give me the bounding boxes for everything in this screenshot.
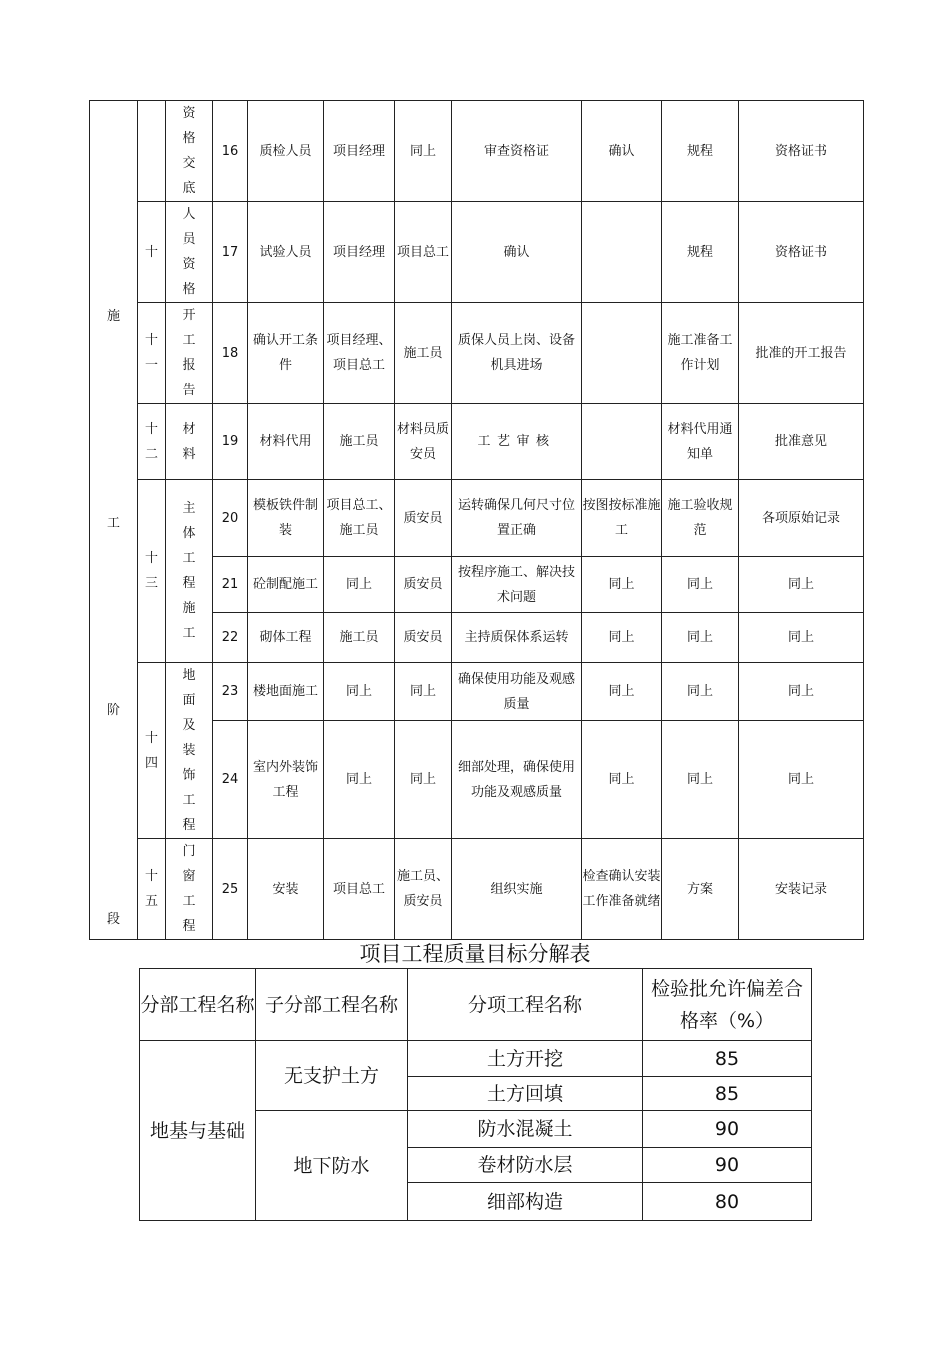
check-cell: 项目总工 (395, 202, 452, 303)
target-cell: 模板铁件制装 (248, 480, 324, 557)
no-cell: 18 (213, 303, 248, 404)
no-cell: 22 (213, 613, 248, 663)
target-cell: 砌体工程 (248, 613, 324, 663)
check-cell: 质安员 (395, 557, 452, 613)
record-cell: 批准的开工报告 (739, 303, 864, 404)
basis-cell: 同上 (662, 557, 739, 613)
method-cell: 同上 (582, 557, 662, 613)
content-cell: 工艺审核 (452, 404, 582, 480)
target-cell: 砼制配施工 (248, 557, 324, 613)
pass-rate-cell: 85 (643, 1041, 812, 1077)
stage-char: 段 (106, 912, 120, 927)
stage-char: 工 (106, 516, 120, 531)
seq-cell: 十五 (138, 839, 166, 940)
content-cell: 组织实施 (452, 839, 582, 940)
header-division: 分部工程名称 (140, 969, 256, 1041)
resp-cell: 项目经理、项目总工 (324, 303, 395, 404)
method-cell: 同上 (582, 613, 662, 663)
resp-cell: 施工员 (324, 404, 395, 480)
record-cell: 资格证书 (739, 202, 864, 303)
item-cell: 门窗工程 (166, 839, 213, 940)
check-cell: 质安员 (395, 480, 452, 557)
record-cell: 各项原始记录 (739, 480, 864, 557)
method-cell: 检查确认安装工作准备就绪 (582, 839, 662, 940)
target-cell: 楼地面施工 (248, 663, 324, 721)
no-cell: 19 (213, 404, 248, 480)
basis-cell: 方案 (662, 839, 739, 940)
target-cell: 材料代用 (248, 404, 324, 480)
item-cell: 人员资格 (166, 202, 213, 303)
content-cell: 运转确保几何尺寸位置正确 (452, 480, 582, 557)
item-cell: 地面及装饰工程 (166, 663, 213, 839)
item-name-cell: 土方回填 (408, 1077, 643, 1111)
target-cell: 质检人员 (248, 101, 324, 202)
header-item: 分项工程名称 (408, 969, 643, 1041)
resp-cell: 项目经理 (324, 101, 395, 202)
method-cell (582, 202, 662, 303)
check-cell: 同上 (395, 663, 452, 721)
no-cell: 25 (213, 839, 248, 940)
check-cell: 质安员 (395, 613, 452, 663)
basis-cell: 材料代用通知单 (662, 404, 739, 480)
content-cell: 确保使用功能及观感质量 (452, 663, 582, 721)
resp-cell: 施工员 (324, 613, 395, 663)
header-pass-rate: 检验批允许偏差合格率（%） (643, 969, 812, 1041)
record-cell: 安装记录 (739, 839, 864, 940)
record-cell: 同上 (739, 663, 864, 721)
resp-cell: 同上 (324, 557, 395, 613)
basis-cell: 施工验收规范 (662, 480, 739, 557)
check-cell: 施工员 (395, 303, 452, 404)
pass-rate-cell: 80 (643, 1183, 812, 1221)
method-cell (582, 303, 662, 404)
division-cell: 地基与基础 (140, 1041, 256, 1221)
quality-control-table (89, 100, 864, 940)
target-cell: 室内外装饰工程 (248, 721, 324, 839)
item-name-cell: 土方开挖 (408, 1041, 643, 1077)
no-cell: 21 (213, 557, 248, 613)
basis-cell: 施工准备工作计划 (662, 303, 739, 404)
stage-char: 施 (106, 309, 120, 324)
target-cell: 确认开工条件 (248, 303, 324, 404)
item-cell: 开工报告 (166, 303, 213, 404)
check-cell: 材料员质安员 (395, 404, 452, 480)
item-cell: 资格交底 (166, 101, 213, 202)
target-cell: 安装 (248, 839, 324, 940)
basis-cell: 同上 (662, 663, 739, 721)
method-cell: 确认 (582, 101, 662, 202)
content-cell: 确认 (452, 202, 582, 303)
resp-cell: 同上 (324, 663, 395, 721)
method-cell: 同上 (582, 721, 662, 839)
check-cell: 施工员、质安员 (395, 839, 452, 940)
stage-cell (90, 101, 138, 940)
seq-cell: 十一 (138, 303, 166, 404)
content-cell: 审查资格证 (452, 101, 582, 202)
check-cell: 同上 (395, 101, 452, 202)
no-cell: 20 (213, 480, 248, 557)
item-name-cell: 细部构造 (408, 1183, 643, 1221)
content-cell: 主持质保体系运转 (452, 613, 582, 663)
item-name-cell: 防水混凝土 (408, 1111, 643, 1148)
no-cell: 24 (213, 721, 248, 839)
seq-cell: 十 (138, 202, 166, 303)
basis-cell: 规程 (662, 101, 739, 202)
content-cell: 细部处理，确保使用功能及观感质量 (452, 721, 582, 839)
quality-target-table (139, 968, 812, 1221)
target-cell: 试验人员 (248, 202, 324, 303)
quality-target-table-title: 项目工程质量目标分解表 (359, 942, 591, 966)
subdivision-cell: 地下防水 (256, 1111, 408, 1221)
item-cell: 主体工程施工 (166, 480, 213, 663)
record-cell: 同上 (739, 557, 864, 613)
header-subdivision: 子分部工程名称 (256, 969, 408, 1041)
record-cell: 批准意见 (739, 404, 864, 480)
pass-rate-cell: 90 (643, 1111, 812, 1148)
subdivision-cell: 无支护土方 (256, 1041, 408, 1111)
seq-cell: 十二 (138, 404, 166, 480)
basis-cell: 同上 (662, 721, 739, 839)
method-cell: 同上 (582, 663, 662, 721)
record-cell: 同上 (739, 613, 864, 663)
method-cell: 按图按标准施工 (582, 480, 662, 557)
check-cell: 同上 (395, 721, 452, 839)
pass-rate-cell: 90 (643, 1148, 812, 1183)
record-cell: 资格证书 (739, 101, 864, 202)
no-cell: 23 (213, 663, 248, 721)
content-cell: 按程序施工、解决技术问题 (452, 557, 582, 613)
basis-cell: 规程 (662, 202, 739, 303)
seq-cell (138, 101, 166, 202)
item-cell: 材料 (166, 404, 213, 480)
no-cell: 17 (213, 202, 248, 303)
resp-cell: 项目总工、施工员 (324, 480, 395, 557)
seq-cell: 十四 (138, 663, 166, 839)
resp-cell: 同上 (324, 721, 395, 839)
resp-cell: 项目经理 (324, 202, 395, 303)
seq-cell: 十三 (138, 480, 166, 663)
basis-cell: 同上 (662, 613, 739, 663)
record-cell: 同上 (739, 721, 864, 839)
pass-rate-cell: 85 (643, 1077, 812, 1111)
item-name-cell: 卷材防水层 (408, 1148, 643, 1183)
stage-char: 阶 (106, 703, 120, 718)
no-cell: 16 (213, 101, 248, 202)
method-cell (582, 404, 662, 480)
content-cell: 质保人员上岗、设备机具进场 (452, 303, 582, 404)
resp-cell: 项目总工 (324, 839, 395, 940)
